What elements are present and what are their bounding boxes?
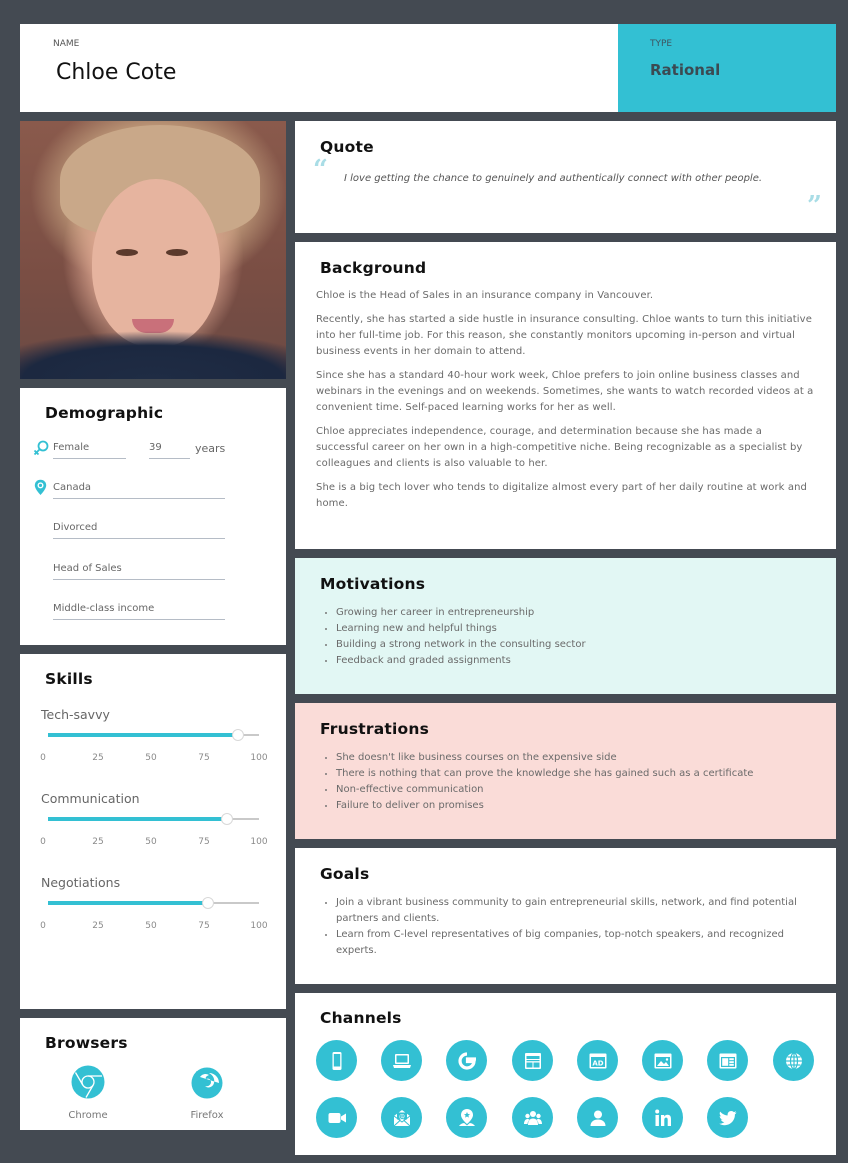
browser-label: Firefox	[190, 1110, 224, 1121]
age-field: 39	[149, 440, 190, 459]
persona-type: Rational	[650, 61, 721, 79]
tick-label: 100	[250, 837, 268, 847]
list-item: • Learn from C-level representatives of big companies, top-notch speakers, and recognized experts.	[336, 927, 821, 959]
background-text	[316, 288, 816, 520]
type-label: TYPE	[650, 39, 673, 49]
slider-fill	[48, 817, 227, 821]
skill-slider[interactable]	[48, 902, 259, 904]
skill-tech-savvy	[20, 707, 286, 787]
browsers-card	[20, 1018, 286, 1130]
goals-card	[295, 848, 836, 984]
background-paragraph: Since she has a standard 40-hour work week, Chloe prefers to join online business classes and webinars in the evenings and on weekends. Sometimes, she wants to watch recorded videos at a convenient time. Self-paced learning works for her as well.	[316, 370, 814, 413]
frustrations-title: Frustrations	[320, 720, 430, 738]
background-paragraph: Chloe appreciates independence, courage, and determination because she has made a successful career on her own in a high-competitive niche. Being recognizable as a specialist by colleagues and clients is also valuable to her.	[316, 426, 803, 469]
age-unit: years	[195, 442, 226, 455]
quote-title: Quote	[320, 138, 374, 156]
blog-icon	[707, 1040, 748, 1081]
list-item: • Building a strong network in the consulting sector	[336, 637, 821, 653]
skill-name: Tech-savvy	[41, 707, 110, 722]
persona-photo	[20, 121, 286, 379]
location-pin-icon	[34, 479, 47, 496]
svg-text:@: @	[398, 1112, 405, 1120]
tick-label: 50	[145, 837, 157, 847]
motivations-title: Motivations	[320, 575, 426, 593]
skills-title: Skills	[45, 670, 93, 688]
frustrations-list	[336, 750, 821, 814]
female-gender-icon	[33, 440, 49, 456]
location-pin-icon	[446, 1097, 487, 1138]
demographic-card	[20, 388, 286, 645]
slider-fill	[48, 901, 208, 905]
tick-label: 100	[250, 753, 268, 763]
tick-label: 0	[40, 837, 46, 847]
frustrations-card	[295, 703, 836, 839]
tick-label: 25	[92, 753, 104, 763]
browsers-title: Browsers	[45, 1034, 128, 1052]
goals-title: Goals	[320, 865, 370, 883]
community-icon	[512, 1097, 553, 1138]
open-quote-icon: “	[313, 155, 328, 185]
goals-list	[336, 895, 821, 959]
list-item: • Growing her career in entrepreneurship	[336, 605, 821, 621]
skill-slider[interactable]	[48, 734, 259, 736]
browser-label: Chrome	[68, 1110, 108, 1121]
list-item: • Failure to deliver on promises	[336, 798, 821, 814]
list-item: • Non-effective communication	[336, 782, 821, 798]
quote-card	[295, 121, 836, 233]
email-icon	[381, 1097, 422, 1138]
marital-status-field: Divorced	[53, 520, 225, 539]
svg-text:AD: AD	[591, 1058, 604, 1067]
firefox-icon	[190, 1065, 224, 1099]
demographic-title: Demographic	[45, 404, 164, 422]
type-panel	[618, 24, 836, 112]
location-field: Canada	[53, 480, 225, 499]
photo-shoulders	[20, 331, 286, 379]
tick-label: 25	[92, 837, 104, 847]
list-item: • Learning new and helpful things	[336, 621, 821, 637]
close-quote-icon: ”	[807, 191, 822, 221]
slider-thumb[interactable]	[221, 813, 233, 825]
tick-label: 75	[198, 837, 210, 847]
list-item: • Feedback and graded assignments	[336, 653, 821, 669]
skill-communication	[20, 791, 286, 871]
skill-negotiations	[20, 875, 286, 955]
tick-label: 75	[198, 753, 210, 763]
twitter-icon	[707, 1097, 748, 1138]
browser-chrome	[48, 1065, 128, 1121]
photo-eye	[116, 249, 138, 256]
slider-thumb[interactable]	[232, 729, 244, 741]
tick-label: 0	[40, 753, 46, 763]
smartphone-icon	[316, 1040, 357, 1081]
skill-slider[interactable]	[48, 818, 259, 820]
persona-name: Chloe Cote	[56, 60, 177, 85]
website-icon	[512, 1040, 553, 1081]
list-item: • Join a vibrant business community to gain entrepreneurial skills, network, and find potential partners and clients.	[336, 895, 821, 927]
background-paragraph: Chloe is the Head of Sales in an insurance company in Vancouver.	[316, 290, 654, 301]
background-title: Background	[320, 259, 427, 277]
video-call-icon	[316, 1097, 357, 1138]
gender-field: Female	[53, 440, 126, 459]
background-card	[295, 242, 836, 549]
channels-card	[295, 993, 836, 1155]
tick-label: 100	[250, 921, 268, 931]
user-icon	[577, 1097, 618, 1138]
tick-label: 25	[92, 921, 104, 931]
tick-label: 0	[40, 921, 46, 931]
quote-text: I love getting the chance to genuinely and authentically connect with other people.	[344, 173, 763, 184]
browser-firefox	[167, 1065, 247, 1121]
google-icon	[446, 1040, 487, 1081]
motivations-card	[295, 558, 836, 694]
skills-card	[20, 654, 286, 1009]
name-panel	[20, 24, 618, 112]
name-label: NAME	[53, 39, 80, 49]
photo-eye	[166, 249, 188, 256]
tick-label: 50	[145, 753, 157, 763]
tick-label: 50	[145, 921, 157, 931]
laptop-icon	[381, 1040, 422, 1081]
linkedin-icon	[642, 1097, 683, 1138]
background-paragraph: Recently, she has started a side hustle in insurance consulting. Chloe wants to turn this initiative into her full-time job. For this reason, she constantly monitors upcoming in-person and virtual business events in her domain to attend.	[316, 314, 812, 357]
slider-fill	[48, 733, 238, 737]
chrome-icon	[71, 1065, 105, 1099]
motivations-list	[336, 605, 821, 669]
list-item: • There is nothing that can prove the knowledge she has gained such as a certificate	[336, 766, 821, 782]
list-item: • She doesn't like business courses on the expensive side	[336, 750, 821, 766]
income-field: Middle-class income	[53, 601, 225, 620]
channels-title: Channels	[320, 1009, 402, 1027]
globe-icon	[773, 1040, 814, 1081]
tick-label: 75	[198, 921, 210, 931]
image-ad-icon	[642, 1040, 683, 1081]
skill-name: Communication	[41, 791, 140, 806]
ad-icon	[577, 1040, 618, 1081]
background-paragraph: She is a big tech lover who tends to digitalize almost every part of her daily routine at work and home.	[316, 482, 807, 509]
occupation-field: Head of Sales	[53, 561, 225, 580]
skill-name: Negotiations	[41, 875, 121, 890]
slider-thumb[interactable]	[202, 897, 214, 909]
